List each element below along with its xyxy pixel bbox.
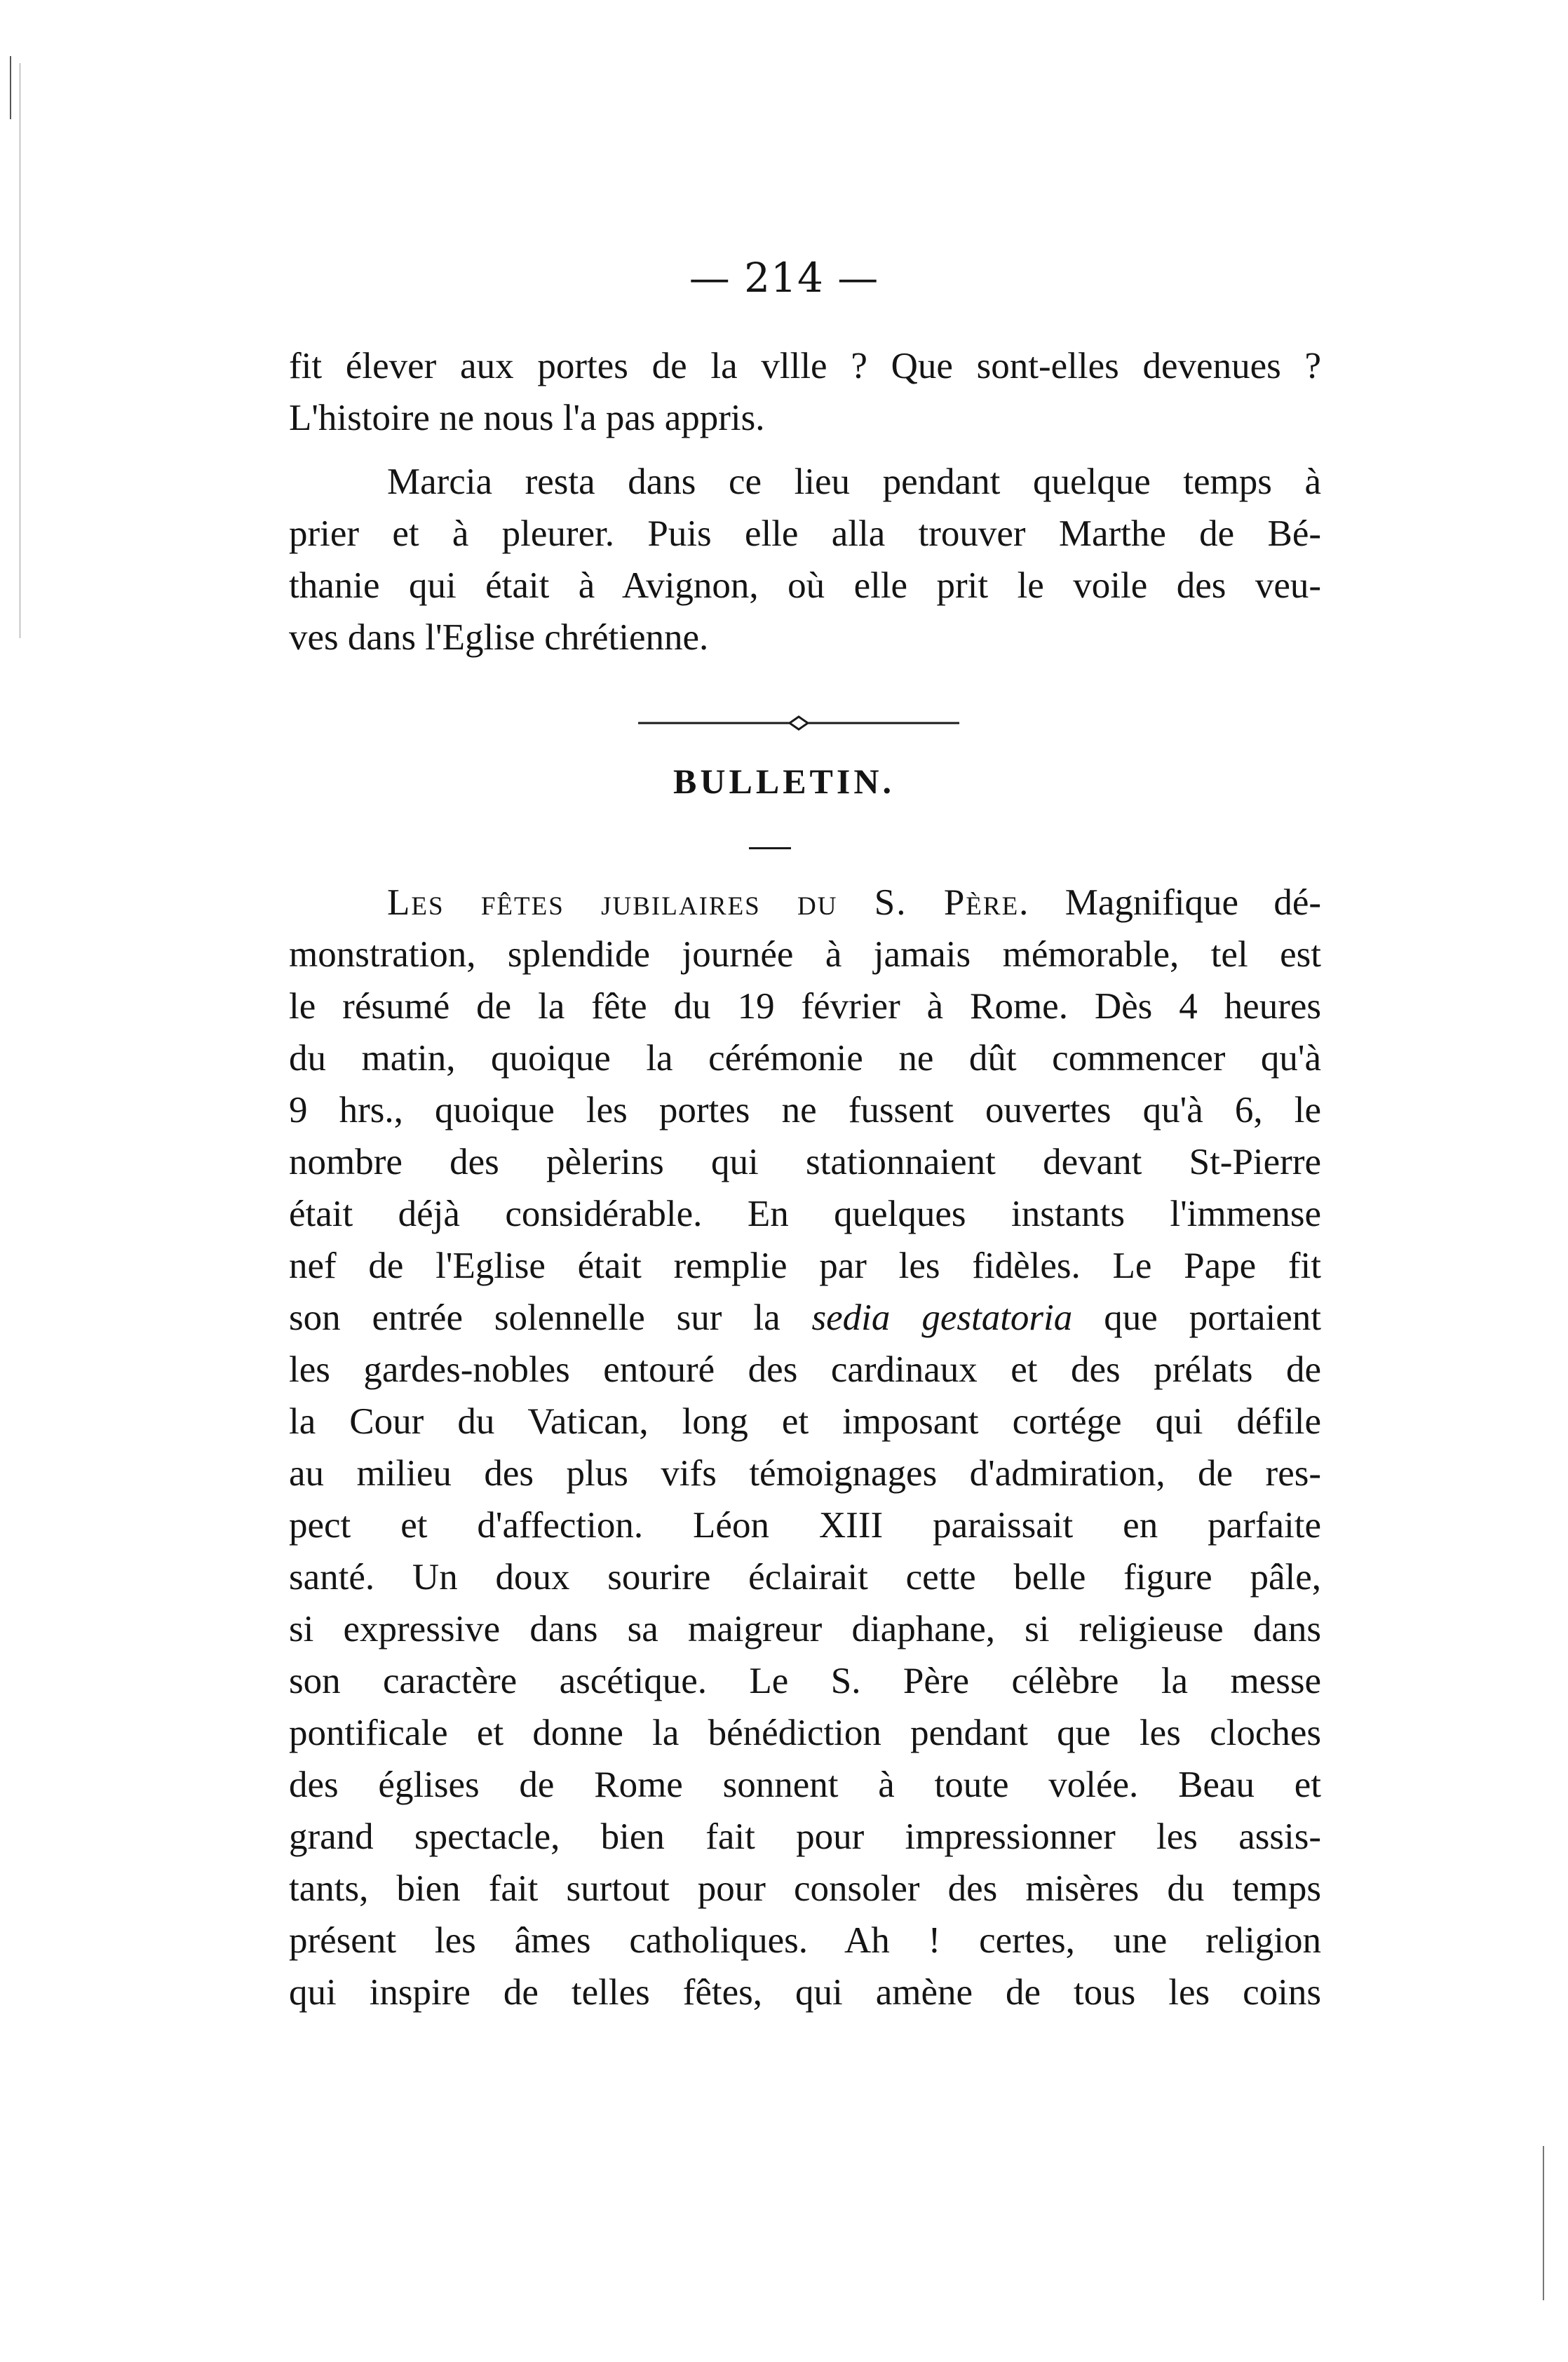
text-line: L'histoire ne nous l'a pas appris.	[289, 398, 765, 438]
italic-term: sedia gestatoria	[811, 1297, 1073, 1338]
text-line: ves dans l'Eglise chrétienne.	[289, 617, 709, 658]
text-line: le résumé de la fête du 19 février à Rome. Dès 4 heures	[289, 986, 1321, 1027]
text-line: tants, bien fait surtout pour consoler des misères du temps	[289, 1868, 1321, 1909]
text-line: thanie qui était à Avignon, où elle prit le voile des veu-	[289, 565, 1321, 606]
italic-line-after: que portaient	[1072, 1297, 1321, 1338]
heading-dash	[749, 847, 791, 849]
bulletin-lead: Les fêtes jubilaires du S. Père.	[387, 882, 1030, 923]
page-number: — 214 —	[689, 254, 879, 302]
text-line: fit élever aux portes de la vllle ? Que sont-elles devenues ?	[289, 346, 1321, 386]
text-line: si expressive dans sa maigreur diaphane, si religieuse dans	[289, 1609, 1321, 1649]
text-line: qui inspire de telles fêtes, qui amène de tous les coins	[289, 1972, 1321, 2013]
text-line: les gardes-nobles entouré des cardinaux et des prélats de	[289, 1349, 1321, 1390]
section-heading: BULLETIN.	[673, 762, 895, 801]
text-line: santé. Un doux sourire éclairait cette belle figure pâle,	[289, 1557, 1321, 1598]
paragraph-marcia	[289, 456, 1321, 663]
text-line: pect et d'affection. Léon XIII paraissait en parfaite	[289, 1505, 1321, 1546]
left-margin-rule	[10, 56, 11, 119]
text-line	[289, 877, 1321, 929]
text-line: au milieu des plus vifs témoignages d'admiration, de res-	[289, 1453, 1321, 1494]
bulletin-lead-rest: Magnifique dé-	[1029, 882, 1321, 923]
text-line: prier et à pleurer. Puis elle alla trouver Marthe de Bé-	[289, 513, 1321, 554]
bulletin-paragraph	[289, 877, 1321, 2018]
italic-line-before: son entrée solennelle sur la	[289, 1297, 812, 1338]
text-line: pontificale et donne la bénédiction pendant que les cloches	[289, 1713, 1321, 1753]
text-line: monstration, splendide journée à jamais mémorable, tel est	[289, 934, 1321, 975]
right-margin-rule	[1543, 2146, 1544, 2300]
text-line: des églises de Rome sonnent à toute volée. Beau et	[289, 1764, 1321, 1805]
text-line: du matin, quoique la cérémonie ne dût commencer qu'à	[289, 1038, 1321, 1079]
text-line: nef de l'Eglise était remplie par les fidèles. Le Pape fit	[289, 1246, 1321, 1286]
ornamental-separator	[638, 715, 959, 731]
text-line: la Cour du Vatican, long et imposant cortége qui défile	[289, 1401, 1321, 1442]
text-line: Marcia resta dans ce lieu pendant quelque temps à	[387, 461, 1321, 502]
text-line: était déjà considérable. En quelques instants l'immense	[289, 1194, 1321, 1234]
paragraph-continuation	[289, 340, 1321, 444]
text-line: nombre des pèlerins qui stationnaient devant St-Pierre	[289, 1142, 1321, 1182]
text-line: grand spectacle, bien fait pour impressionner les assis-	[289, 1816, 1321, 1857]
text-line	[289, 1292, 1321, 1344]
text-line: présent les âmes catholiques. Ah ! certes, une religion	[289, 1920, 1321, 1961]
text-line: 9 hrs., quoique les portes ne fussent ouvertes qu'à 6, le	[289, 1090, 1321, 1131]
text-line: son caractère ascétique. Le S. Père célèbre la messe	[289, 1661, 1321, 1701]
